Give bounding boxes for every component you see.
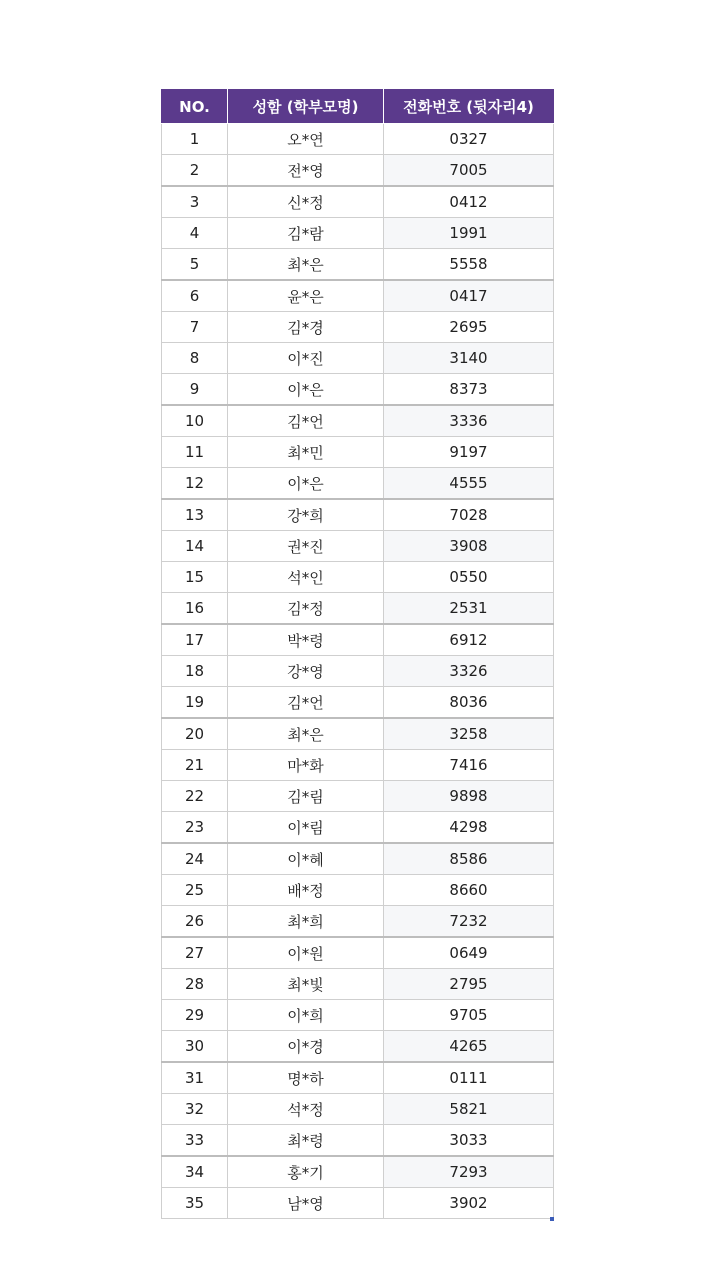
- phone-last4-cell: 3902: [384, 1188, 554, 1219]
- row-number-cell: 6: [162, 280, 228, 312]
- parent-name-cell: 김*경: [228, 312, 384, 343]
- parent-name-cell: 석*정: [228, 1094, 384, 1125]
- phone-last4-cell: 5821: [384, 1094, 554, 1125]
- parent-name-cell: 권*진: [228, 531, 384, 562]
- row-number-cell: 26: [162, 906, 228, 938]
- parent-name-cell: 최*은: [228, 718, 384, 750]
- phone-last4-cell: 7028: [384, 499, 554, 531]
- table-row: [162, 624, 554, 656]
- row-number-cell: 35: [162, 1188, 228, 1219]
- parent-name-cell: 김*언: [228, 687, 384, 719]
- row-number-cell: 18: [162, 656, 228, 687]
- parent-name-cell: 김*언: [228, 405, 384, 437]
- row-number-cell: 28: [162, 969, 228, 1000]
- row-number-cell: 8: [162, 343, 228, 374]
- row-number-cell: 34: [162, 1156, 228, 1188]
- selection-handle[interactable]: [550, 1217, 554, 1221]
- table-row: [162, 155, 554, 187]
- table-row: [162, 937, 554, 969]
- row-number-cell: 5: [162, 249, 228, 281]
- table-row: [162, 405, 554, 437]
- row-number-cell: 15: [162, 562, 228, 593]
- phone-last4-cell: 8660: [384, 875, 554, 906]
- row-number-cell: 3: [162, 186, 228, 218]
- table-row: [162, 218, 554, 249]
- parent-name-cell: 이*은: [228, 374, 384, 406]
- parent-contact-table-container: [161, 89, 553, 1219]
- row-number-cell: 25: [162, 875, 228, 906]
- table-row: [162, 593, 554, 625]
- parent-name-cell: 최*은: [228, 249, 384, 281]
- row-number-cell: 17: [162, 624, 228, 656]
- phone-last4-cell: 5558: [384, 249, 554, 281]
- table-row: [162, 186, 554, 218]
- parent-name-cell: 석*인: [228, 562, 384, 593]
- table-row: [162, 343, 554, 374]
- table-row: [162, 969, 554, 1000]
- row-number-cell: 14: [162, 531, 228, 562]
- table-row: [162, 437, 554, 468]
- row-number-cell: 16: [162, 593, 228, 625]
- row-number-cell: 7: [162, 312, 228, 343]
- parent-name-cell: 김*림: [228, 781, 384, 812]
- parent-name-cell: 강*희: [228, 499, 384, 531]
- row-number-cell: 31: [162, 1062, 228, 1094]
- parent-name-cell: 최*빛: [228, 969, 384, 1000]
- phone-last4-cell: 1991: [384, 218, 554, 249]
- phone-last4-cell: 9197: [384, 437, 554, 468]
- row-number-cell: 22: [162, 781, 228, 812]
- table-row: [162, 812, 554, 844]
- phone-last4-cell: 8586: [384, 843, 554, 875]
- table-row: [162, 875, 554, 906]
- table-row: [162, 1062, 554, 1094]
- header-row: [162, 90, 554, 124]
- table-row: [162, 1000, 554, 1031]
- phone-last4-cell: 9898: [384, 781, 554, 812]
- phone-last4-cell: 0327: [384, 124, 554, 155]
- table-row: [162, 124, 554, 155]
- phone-last4-cell: 2531: [384, 593, 554, 625]
- parent-name-cell: 전*영: [228, 155, 384, 187]
- parent-name-cell: 이*혜: [228, 843, 384, 875]
- parent-name-cell: 오*연: [228, 124, 384, 155]
- phone-last4-cell: 8373: [384, 374, 554, 406]
- table-row: [162, 468, 554, 500]
- table-row: [162, 499, 554, 531]
- table-row: [162, 1031, 554, 1063]
- table-row: [162, 280, 554, 312]
- table-row: [162, 312, 554, 343]
- table-row: [162, 1188, 554, 1219]
- table-row: [162, 843, 554, 875]
- phone-last4-cell: 0412: [384, 186, 554, 218]
- row-number-cell: 11: [162, 437, 228, 468]
- phone-last4-cell: 3258: [384, 718, 554, 750]
- parent-name-cell: 박*령: [228, 624, 384, 656]
- parent-name-cell: 최*령: [228, 1125, 384, 1157]
- parent-name-cell: 배*정: [228, 875, 384, 906]
- table-body: [162, 124, 554, 1219]
- parent-name-cell: 이*진: [228, 343, 384, 374]
- table-row: [162, 687, 554, 719]
- table-row: [162, 562, 554, 593]
- parent-name-cell: 마*화: [228, 750, 384, 781]
- table-row: [162, 531, 554, 562]
- phone-last4-cell: 0417: [384, 280, 554, 312]
- parent-name-cell: 윤*은: [228, 280, 384, 312]
- parent-name-cell: 김*정: [228, 593, 384, 625]
- table-row: [162, 249, 554, 281]
- phone-last4-cell: 9705: [384, 1000, 554, 1031]
- row-number-cell: 10: [162, 405, 228, 437]
- table-row: [162, 374, 554, 406]
- parent-name-cell: 이*림: [228, 812, 384, 844]
- phone-last4-cell: 6912: [384, 624, 554, 656]
- row-number-cell: 9: [162, 374, 228, 406]
- parent-name-cell: 김*람: [228, 218, 384, 249]
- parent-name-cell: 남*영: [228, 1188, 384, 1219]
- parent-name-cell: 이*원: [228, 937, 384, 969]
- parent-name-cell: 명*하: [228, 1062, 384, 1094]
- parent-name-cell: 홍*기: [228, 1156, 384, 1188]
- row-number-cell: 32: [162, 1094, 228, 1125]
- row-number-cell: 27: [162, 937, 228, 969]
- parent-contact-table: [161, 89, 554, 1219]
- phone-last4-cell: 3908: [384, 531, 554, 562]
- table-row: [162, 750, 554, 781]
- table-row: [162, 781, 554, 812]
- row-number-cell: 29: [162, 1000, 228, 1031]
- row-number-cell: 4: [162, 218, 228, 249]
- phone-last4-cell: 4265: [384, 1031, 554, 1063]
- table-row: [162, 656, 554, 687]
- phone-last4-cell: 4298: [384, 812, 554, 844]
- row-number-cell: 33: [162, 1125, 228, 1157]
- table-header: [162, 90, 554, 124]
- row-number-cell: 24: [162, 843, 228, 875]
- phone-last4-cell: 4555: [384, 468, 554, 500]
- row-number-cell: 12: [162, 468, 228, 500]
- row-number-cell: 13: [162, 499, 228, 531]
- table-row: [162, 906, 554, 938]
- phone-last4-cell: 0550: [384, 562, 554, 593]
- row-number-cell: 30: [162, 1031, 228, 1063]
- phone-last4-cell: 3336: [384, 405, 554, 437]
- phone-last4-cell: 3326: [384, 656, 554, 687]
- row-number-cell: 23: [162, 812, 228, 844]
- phone-last4-cell: 8036: [384, 687, 554, 719]
- row-number-cell: 2: [162, 155, 228, 187]
- table-row: [162, 1156, 554, 1188]
- phone-last4-cell: 0111: [384, 1062, 554, 1094]
- parent-name-cell: 이*은: [228, 468, 384, 500]
- row-number-cell: 19: [162, 687, 228, 719]
- parent-name-cell: 최*희: [228, 906, 384, 938]
- phone-last4-cell: 7416: [384, 750, 554, 781]
- table-row: [162, 1125, 554, 1157]
- phone-last4-cell: 2795: [384, 969, 554, 1000]
- phone-last4-cell: 0649: [384, 937, 554, 969]
- row-number-cell: 1: [162, 124, 228, 155]
- phone-last4-cell: 3033: [384, 1125, 554, 1157]
- header-name: 성함 (학부모명): [228, 90, 384, 124]
- phone-last4-cell: 3140: [384, 343, 554, 374]
- parent-name-cell: 이*희: [228, 1000, 384, 1031]
- parent-name-cell: 신*정: [228, 186, 384, 218]
- parent-name-cell: 최*민: [228, 437, 384, 468]
- phone-last4-cell: 7293: [384, 1156, 554, 1188]
- row-number-cell: 20: [162, 718, 228, 750]
- phone-last4-cell: 7005: [384, 155, 554, 187]
- parent-name-cell: 강*영: [228, 656, 384, 687]
- row-number-cell: 21: [162, 750, 228, 781]
- table-row: [162, 1094, 554, 1125]
- header-no: NO.: [162, 90, 228, 124]
- table-row: [162, 718, 554, 750]
- phone-last4-cell: 2695: [384, 312, 554, 343]
- phone-last4-cell: 7232: [384, 906, 554, 938]
- header-phone: 전화번호 (뒷자리4): [384, 90, 554, 124]
- parent-name-cell: 이*경: [228, 1031, 384, 1063]
